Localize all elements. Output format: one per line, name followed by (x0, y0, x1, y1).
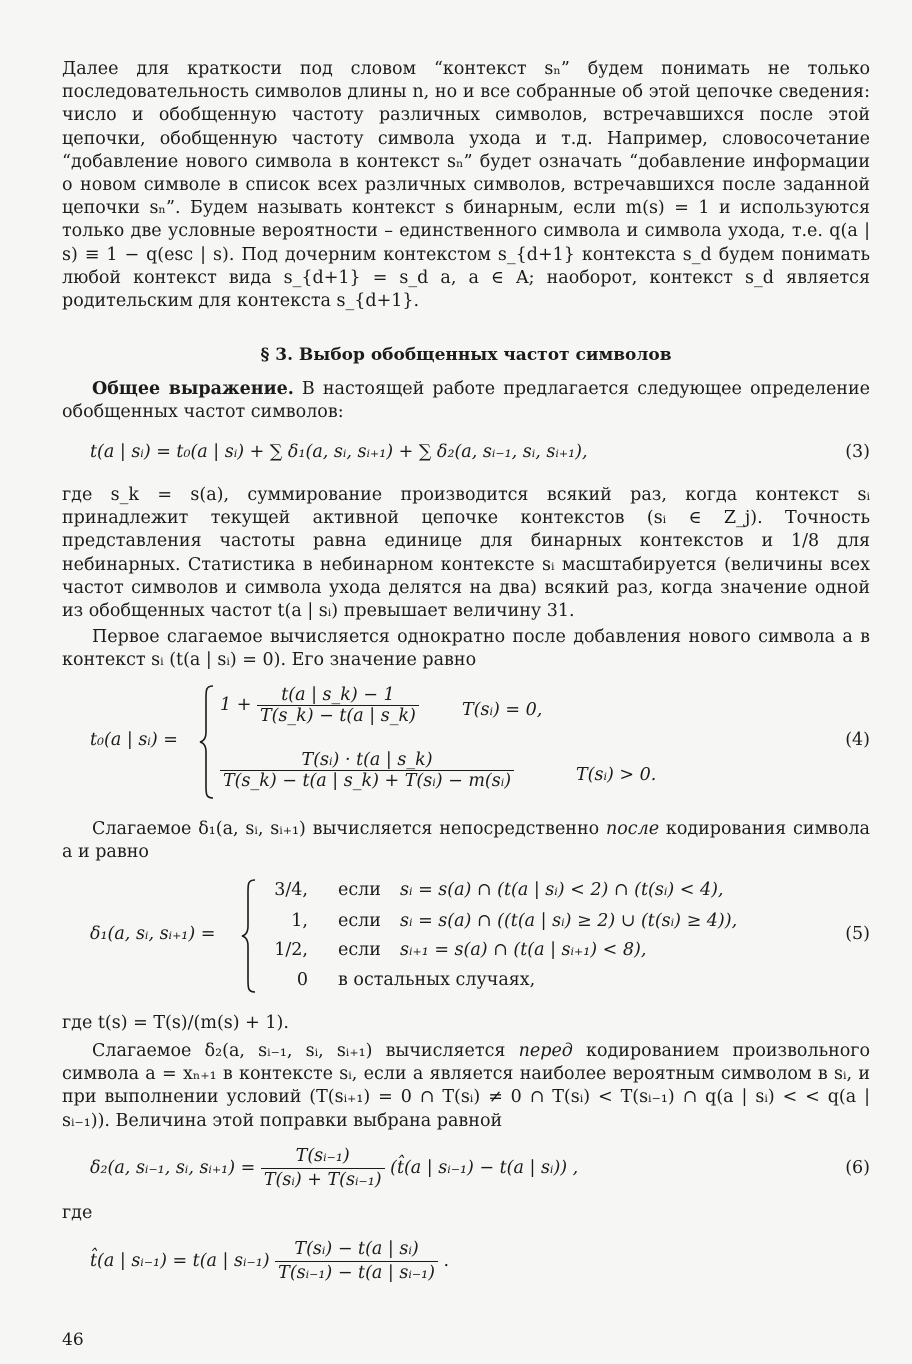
case-3-value: 1/2, (274, 940, 308, 960)
left-brace (240, 878, 258, 994)
case-2-word: если (338, 911, 381, 931)
text: Слагаемое δ₁(a, sᵢ, sᵢ₊₁) вычисляется непосредственно (92, 819, 606, 839)
page-number: 46 (62, 1330, 84, 1350)
case-2-condition: sᵢ = s(a) ∩ ((t(a | sᵢ) ≥ 2) ∪ (t(sᵢ) ≥ 4)), (400, 911, 738, 931)
text: кодирования символа a и равно (62, 819, 870, 863)
equation-t-hat (90, 1238, 870, 1285)
case-1-word: если (338, 880, 381, 900)
paragraph-delta2 (62, 1040, 870, 1133)
case-4-word: в остальных случаях, (338, 970, 536, 990)
fraction (220, 750, 514, 791)
case-1 (220, 685, 419, 726)
equation-body: t(a | sᵢ) = t₀(a | sᵢ) + ∑ δ₁(a, sᵢ, sᵢ₊₁) + ∑ δ₂(a, sᵢ₋₁, sᵢ, sᵢ₊₁), (90, 442, 588, 462)
equation-end: . (443, 1251, 450, 1271)
numerator: T(sᵢ) − t(a | sᵢ) (275, 1238, 438, 1262)
emphasis: после (605, 819, 660, 839)
numerator: T(sᵢ) · t(a | s_k) (220, 750, 514, 771)
case-3-condition: sᵢ₊₁ = s(a) ∩ (t(a | sᵢ₊₁) < 8), (400, 940, 647, 960)
denominator: T(s_k) − t(a | s_k) + T(sᵢ) − m(sᵢ) (223, 771, 512, 791)
equation-lhs: δ₂(a, sᵢ₋₁, sᵢ, sᵢ₊₁) = (90, 1158, 256, 1178)
numerator: T(sᵢ₋₁) (261, 1145, 385, 1169)
equation-lhs: t̂(a | sᵢ₋₁) = t(a | sᵢ₋₁) (90, 1251, 270, 1271)
paragraph-where: где (62, 1203, 93, 1223)
left-brace (198, 684, 216, 800)
paragraph-t-bar-def: где t(s) = T(s)/(m(s) + 1). (62, 1013, 289, 1033)
case-1-value: 3/4, (274, 880, 308, 900)
equation-number: (5) (845, 924, 870, 944)
equation-number: (4) (845, 730, 870, 750)
equation-rest: (t̂(a | sᵢ₋₁) − t(a | sᵢ)) , (390, 1158, 579, 1178)
paragraph-delta1 (62, 818, 870, 864)
equation-3 (90, 441, 870, 464)
case-1-condition: sᵢ = s(a) ∩ (t(a | sᵢ) < 2) ∩ (t(sᵢ) < 4), (400, 880, 724, 900)
denominator: T(sᵢ₋₁) − t(a | sᵢ₋₁) (278, 1263, 435, 1283)
paragraph-general-expression (62, 378, 870, 424)
equation-number: (3) (845, 442, 870, 462)
numerator: t(a | s_k) − 1 (257, 685, 419, 706)
run-in-heading: Общее выражение. (92, 379, 294, 399)
case-2-condition: T(sᵢ) > 0. (576, 765, 657, 785)
fraction (261, 1145, 385, 1192)
paragraph-text: В настоящей работе предлагается следующее определение обобщенных частот символов: (62, 379, 870, 423)
equation-5 (90, 874, 870, 998)
paragraph-intro: Далее для краткости под словом “контекст sₙ” будем понимать не только последовательность символов длины n, но и все собранные об этой цепочке сведения: число и обобщенную частоту различных символов, встречавшихся после этой цепочки, обобщенную частоту символа ухода и т.д. Например, словосочетание “добавление нового символа в контекст sₙ” будет означать “добавление информации о новом символе в список всех различных символов, встречавшихся после заданной цепочки sₙ”. Будем называть контекст s бинарным, если m(s) = 1 и используются только две условные вероятности – единственного символа и символа ухода, т.е. q(a | s) ≡ 1 − q(esc | s). Под дочерним контекстом s_{d+1} контекста s_d будем понимать любой контекст вида s_{d+1} = s_d a, a ∈ A; наоборот, контекст s_d является родительским для контекста s_{d+1}. (62, 59, 870, 312)
case-1-condition: T(sᵢ) = 0, (462, 700, 543, 720)
section-title: § 3. Выбор обобщенных частот символов (260, 345, 672, 365)
case-2 (220, 750, 514, 791)
fraction (275, 1238, 438, 1285)
text: Слагаемое δ₂(a, sᵢ₋₁, sᵢ, sᵢ₊₁) вычисляется (92, 1041, 519, 1061)
emphasis: перед (518, 1041, 573, 1061)
fraction (257, 685, 419, 726)
text: кодированием произвольного символа a = xₙ₊₁ в контексте sᵢ, если a является наиболее вероятным символом в sᵢ, и при выполнении условий (T(sᵢ₊₁) = 0 ∩ T(sᵢ) ≠ 0 ∩ T(sᵢ) < T(sᵢ₋₁) ∩ q(a | sᵢ) < < q(a | sᵢ₋₁)). Величина этой поправки выбрана равной (62, 1041, 871, 1131)
case-2-value: 1, (291, 911, 308, 931)
equation-4 (90, 680, 870, 805)
paragraph-first-term: Первое слагаемое вычисляется однократно после добавления нового символа a в контекст sᵢ (t(a | sᵢ) = 0). Его значение равно (62, 627, 870, 671)
paragraph-summation: где s_k = s(a), суммирование производится всякий раз, когда контекст sᵢ принадлежит текущей активной цепочке контекстов (sᵢ ∈ Z_j). Точность представления частоты равна единице для бинарных контекстов и 1/8 для небинарных. Статистика в небинарном контексте sᵢ масштабируется (величины всех частот символов и символа ухода делятся на два) всякий раз, когда значение одной из обобщенных частот t(a | sᵢ) превышает величину 31. (62, 485, 870, 622)
denominator: T(sᵢ) + T(sᵢ₋₁) (263, 1170, 382, 1190)
equation-lhs: δ₁(a, sᵢ, sᵢ₊₁) = (90, 924, 216, 944)
equation-6 (90, 1145, 870, 1192)
case-3-word: если (338, 940, 381, 960)
equation-number: (6) (845, 1158, 870, 1178)
case-1-lead: 1 + (220, 695, 252, 715)
equation-lhs: t₀(a | sᵢ) = (90, 730, 178, 750)
case-4-value: 0 (296, 970, 308, 990)
denominator: T(s_k) − t(a | s_k) (259, 706, 416, 726)
